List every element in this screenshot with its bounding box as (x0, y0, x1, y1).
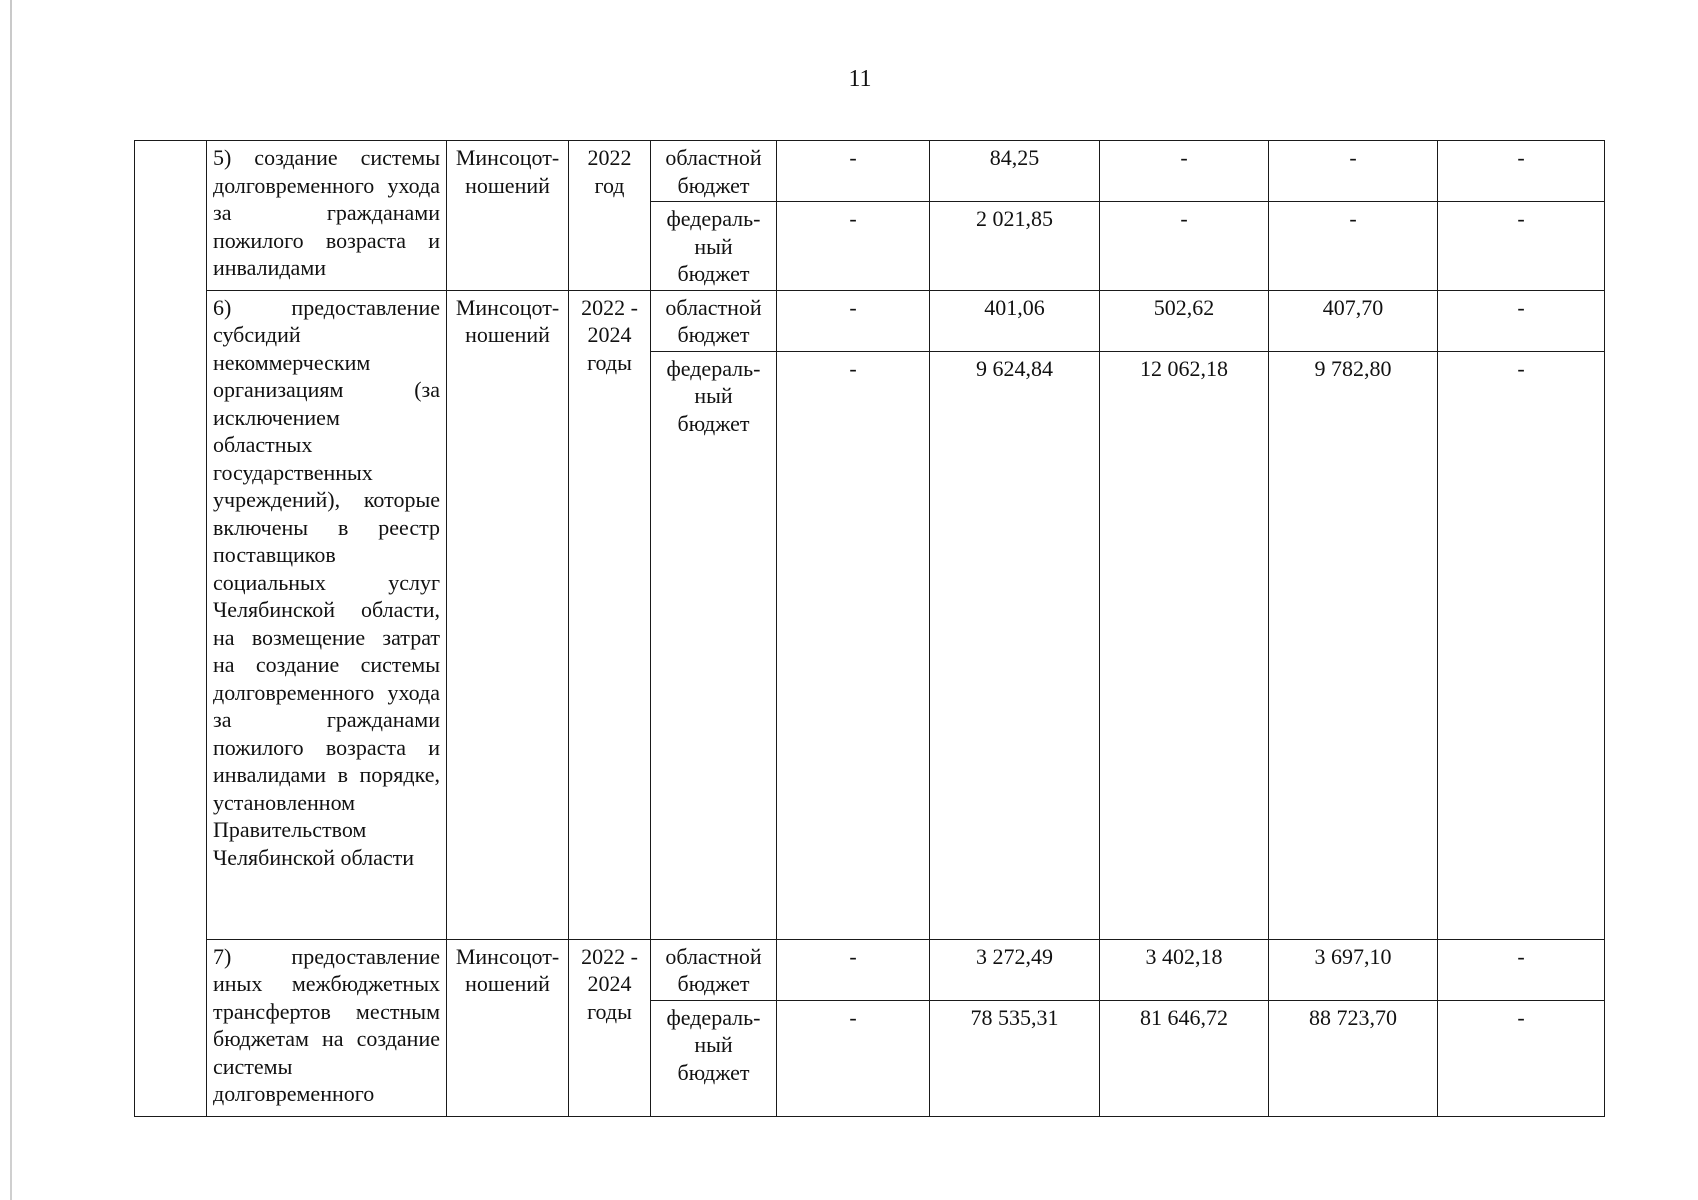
implementation-period: 2022 год (569, 141, 651, 291)
budget-value: 3 272,49 (930, 939, 1100, 1000)
budget-value: - (777, 202, 930, 291)
budget-value: 3 402,18 (1100, 939, 1269, 1000)
index-column-cell (135, 141, 207, 1117)
budget-value: - (777, 141, 930, 202)
measure-description: 5) создание системы долговременного ухода за гражданами пожилого возраста и инвалидами (207, 141, 447, 291)
responsible-agency: Минсоцот-ношений (447, 939, 569, 1116)
responsible-agency: Минсоцот-ношений (447, 141, 569, 291)
table-row (135, 141, 1605, 202)
implementation-period: 2022 - 2024 годы (569, 939, 651, 1116)
budget-value: - (1269, 202, 1438, 291)
budget-value: - (777, 939, 930, 1000)
budget-value: 9 624,84 (930, 351, 1100, 939)
budget-value: 407,70 (1269, 290, 1438, 351)
budget-source: федераль-ный бюджет (651, 202, 777, 291)
budget-value: - (777, 1000, 930, 1116)
responsible-agency: Минсоцот-ношений (447, 290, 569, 939)
budget-value: - (1438, 351, 1605, 939)
budget-value: 88 723,70 (1269, 1000, 1438, 1116)
budget-table (134, 140, 1605, 1117)
page-number: 11 (848, 66, 872, 92)
budget-value: 502,62 (1100, 290, 1269, 351)
budget-value: - (1438, 939, 1605, 1000)
budget-source: областной бюджет (651, 290, 777, 351)
implementation-period: 2022 - 2024 годы (569, 290, 651, 939)
budget-value: - (1100, 202, 1269, 291)
budget-value: 81 646,72 (1100, 1000, 1269, 1116)
budget-value: - (1100, 141, 1269, 202)
measure-description: 7) предоставление иных межбюджетных трансфертов местным бюджетам на создание системы долговременного (207, 939, 447, 1116)
budget-source: областной бюджет (651, 939, 777, 1000)
table-row (135, 939, 1605, 1000)
budget-value: - (1269, 141, 1438, 202)
budget-value: - (1438, 141, 1605, 202)
budget-value: - (1438, 202, 1605, 291)
measure-description: 6) предоставление субсидий некоммерческим организациям (за исключением областных государственных учреждений), которые включены в реестр поставщиков социальных услуг Челябинской области, на возмещение затрат на создание системы долговременного ухода за гражданами пожилого возраста и инвалидами в порядке, установленном Правительством Челябинской области (207, 290, 447, 939)
budget-value: - (1438, 1000, 1605, 1116)
budget-value: 12 062,18 (1100, 351, 1269, 939)
budget-value: - (777, 351, 930, 939)
budget-value: 3 697,10 (1269, 939, 1438, 1000)
budget-source: федераль-ный бюджет (651, 351, 777, 939)
budget-source: областной бюджет (651, 141, 777, 202)
budget-source: федераль-ный бюджет (651, 1000, 777, 1116)
budget-value: 84,25 (930, 141, 1100, 202)
budget-value: 9 782,80 (1269, 351, 1438, 939)
budget-value: - (777, 290, 930, 351)
scan-edge-shadow (10, 0, 12, 1200)
budget-value: 78 535,31 (930, 1000, 1100, 1116)
budget-value: - (1438, 290, 1605, 351)
budget-value: 401,06 (930, 290, 1100, 351)
table-row (135, 290, 1605, 351)
budget-value: 2 021,85 (930, 202, 1100, 291)
